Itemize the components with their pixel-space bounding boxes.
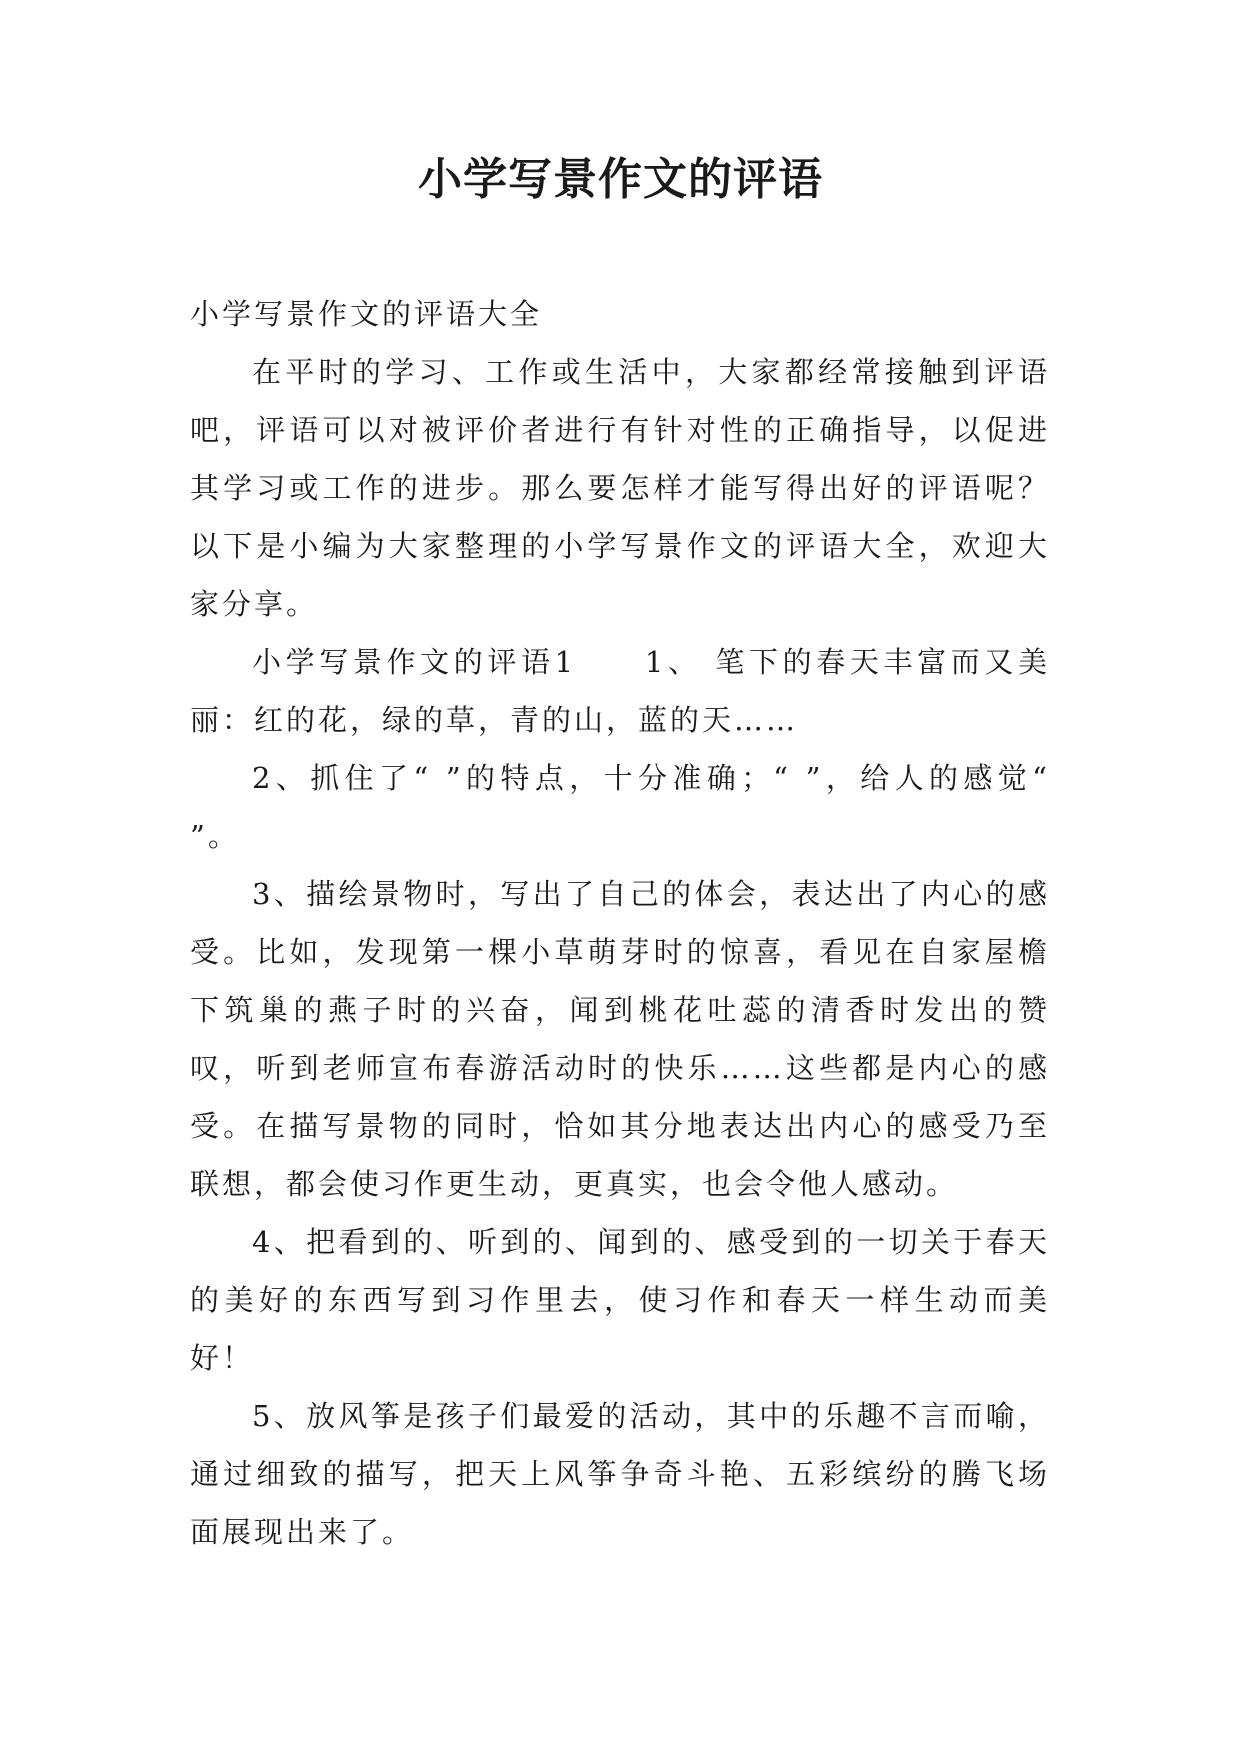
- document-title: 小学写景作文的评语: [418, 154, 823, 205]
- paragraph-comment-4: 4、把看到的、听到的、闻到的、感受到的一切关于春天的美好的东西写到习作里去，使习作和春天一样生动而美好！: [190, 1225, 1050, 1375]
- document-body: [190, 285, 1050, 1561]
- paragraph-comment-3: 3、描绘景物时，写出了自己的体会，表达出了内心的感受。比如，发现第一棵小草萌芽时的惊喜，看见在自家屋檐下筑巢的燕子时的兴奋，闻到桃花吐蕊的清香时发出的赞叹，听到老师宣布春游活动时的快乐……这些都是内心的感受。在描写景物的同时，恰如其分地表达出内心的感受乃至联想，都会使习作更生动，更真实，也会令他人感动。: [190, 877, 1050, 1201]
- paragraph-comment-5: 5、放风筝是孩子们最爱的活动，其中的乐趣不言而喻，通过细致的描写，把天上风筝争奇斗艳、五彩缤纷的腾飞场面展现出来了。: [190, 1399, 1050, 1549]
- paragraph-comment-2: 2、抓住了“ ”的特点，十分准确；“ ”，给人的感觉“ ”。: [190, 761, 1050, 853]
- paragraph-subtitle: 小学写景作文的评语大全: [190, 297, 543, 331]
- paragraph-comment-1: 小学写景作文的评语1 1、 笔下的春天丰富而又美丽：红的花，绿的草，青的山，蓝的天……: [190, 645, 1050, 737]
- paragraph-intro: 在平时的学习、工作或生活中，大家都经常接触到评语吧，评语可以对被评价者进行有针对性的正确指导，以促进其学习或工作的进步。那么要怎样才能写得出好的评语呢？以下是小编为大家整理的小学写景作文的评语大全，欢迎大家分享。: [190, 355, 1050, 621]
